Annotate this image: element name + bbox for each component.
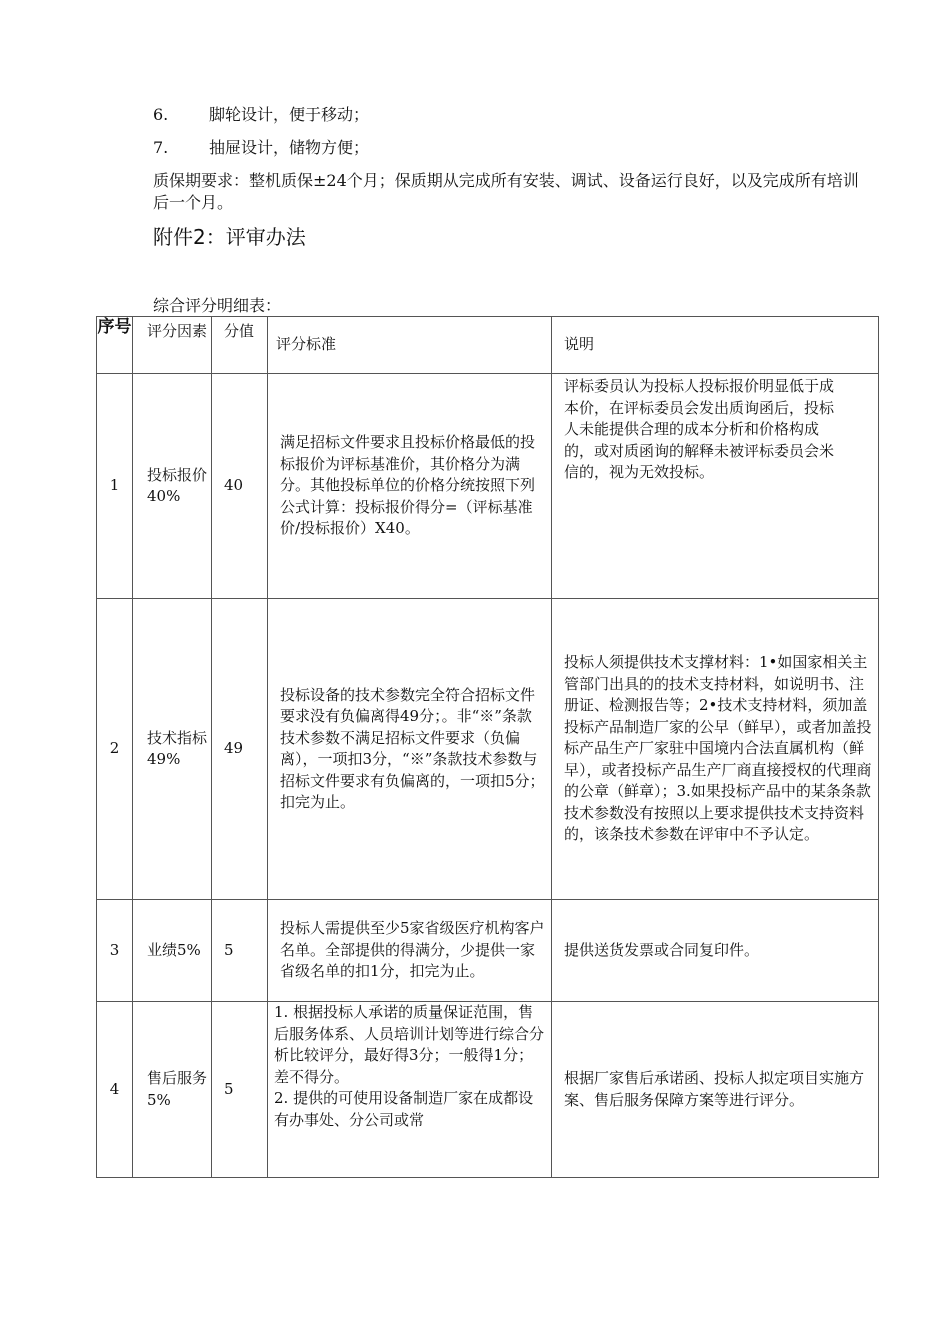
row-score: 49 <box>212 599 268 900</box>
row-index: 2 <box>97 599 133 900</box>
header-factor: 评分因素 <box>133 317 212 374</box>
feature-item-7 <box>153 137 369 159</box>
header-score: 分值 <box>212 317 268 374</box>
appendix-heading: 附件2：评审办法 <box>153 225 306 249</box>
row-factor: 售后服务5% <box>133 1002 212 1178</box>
row-factor: 业绩5% <box>133 900 212 1002</box>
row-note: 评标委员认为投标人投标报价明显低于成 本价，在评标委员会发出质询函后，投标 人未能提供合理的成本分析和价格构成 的，或对质函询的解释未被评标委员会米 信的，视为无效投标。 <box>552 374 879 599</box>
row-factor: 技术指标49% <box>133 599 212 900</box>
table-row <box>97 900 879 1002</box>
row-score: 5 <box>212 1002 268 1178</box>
table-caption: 综合评分明细表： <box>153 296 282 315</box>
header-index: 序号 <box>97 317 133 374</box>
table-row <box>97 599 879 900</box>
table-row <box>97 1002 879 1178</box>
row-note: 根据厂家售后承诺函、投标人拟定项目实施方案、售后服务保障方案等进行评分。 <box>552 1002 879 1178</box>
feature-text: 抽屉设计，储物方便； <box>209 138 370 157</box>
feature-number: 7. <box>153 138 169 157</box>
row-index: 3 <box>97 900 133 1002</box>
row-index: 4 <box>97 1002 133 1178</box>
scoring-table <box>96 316 879 1178</box>
row-score: 40 <box>212 374 268 599</box>
row-factor: 投标报价40% <box>133 374 212 599</box>
row-standard: 满足招标文件要求且投标价格最低的投标报价为评标基准价，其价格分为满分。其他投标单位的价格分统按照下列公式计算：投标报价得分=（评标基准价/投标报价）X40。 <box>268 374 552 599</box>
feature-text: 脚轮设计，便于移动； <box>209 105 370 124</box>
feature-number: 6. <box>153 105 169 124</box>
header-standard: 评分标准 <box>268 317 552 374</box>
row-standard: 1. 根据投标人承诺的质量保证范围，售后服务体系、人员培训计划等进行综合分析比较评分，最好得3分；一般得1分；差不得分。 2. 提供的可使用设备制造厂家在成都设有办事处、分公司或常 <box>268 1002 552 1178</box>
row-standard: 投标人需提供至少5家省级医疗机构客户名单。全部提供的得满分，少提供一家省级名单的扣1分，扣完为止。 <box>268 900 552 1002</box>
row-index: 1 <box>97 374 133 599</box>
row-note: 投标人须提供技术支撑材料：1•如国家相关主管部门出具的的技术支持材料，如说明书、注册证、检测报告等；2•技术支持材料，须加盖投标产品制造厂家的公早（鲜早），或者加盖投标产品生产厂家驻中国境内合法直属机构（鲜早），或者投标产品生产厂商直接授权的代理商的公章（鲜章）；3.如果投标产品中的某条条款技术参数没有按照以上要求提供技术支持资料的，该条技术参数在评审中不予认定。 <box>552 599 879 900</box>
table-header-row <box>97 317 879 374</box>
table-row <box>97 374 879 599</box>
row-note: 提供送货发票或合同复印件。 <box>552 900 879 1002</box>
row-standard: 投标设备的技术参数完全符合招标文件要求没有负偏离得49分；。非“※”条款技术参数不满足招标文件要求（负偏离），一项扣3分，“※”条款技术参数与招标文件要求有负偏离的，一项扣5分；扣完为止。 <box>268 599 552 900</box>
feature-item-6 <box>153 104 369 126</box>
header-note: 说明 <box>552 317 879 374</box>
warranty-paragraph: 质保期要求：整机质保±24个月；保质期从完成所有安装、调试、设备运行良好，以及完成所有培训后一个月。 <box>153 171 859 212</box>
row-score: 5 <box>212 900 268 1002</box>
